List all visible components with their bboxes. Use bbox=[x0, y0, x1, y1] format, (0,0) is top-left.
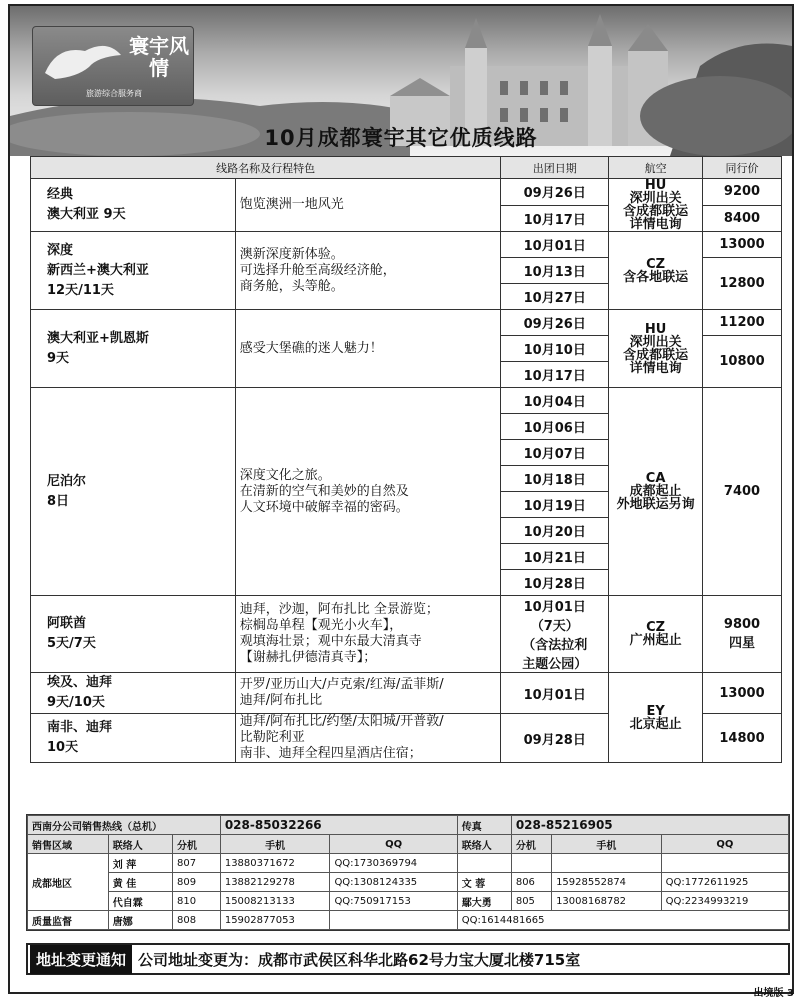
route-feature: 澳新深度新体验。 可选择升舱至高级经济舱， 商务舱，头等舱。 bbox=[235, 232, 501, 310]
contact-name: 鄢大勇 bbox=[457, 892, 511, 911]
contact-ext: 810 bbox=[173, 892, 221, 911]
header-airline: 航空 bbox=[609, 157, 703, 179]
quality-empty bbox=[330, 911, 457, 930]
contact-header: 手机 bbox=[552, 835, 662, 854]
departure-date: 10月10日 bbox=[501, 336, 609, 362]
contact-header: 分机 bbox=[511, 835, 551, 854]
route-name: 埃及、迪拜 9天/10天 bbox=[31, 673, 236, 714]
departure-date: 10月17日 bbox=[501, 362, 609, 388]
route-row bbox=[31, 179, 782, 206]
header-price: 同行价 bbox=[703, 157, 782, 179]
departure-date: 10月17日 bbox=[501, 205, 609, 232]
contact-header: QQ bbox=[661, 835, 788, 854]
header-date: 出团日期 bbox=[501, 157, 609, 179]
sales-region: 成都地区 bbox=[28, 854, 109, 911]
logo-brand: 寰宇风情 bbox=[129, 34, 189, 80]
hotline-label: 西南分公司销售热线（总机） bbox=[28, 816, 221, 835]
price-value: 13000 bbox=[703, 673, 782, 714]
contact-qq: QQ:2234993219 bbox=[661, 892, 788, 911]
airline-info: HU 深圳出关 含成都联运 详情电询 bbox=[609, 310, 703, 388]
address-notice bbox=[26, 943, 790, 975]
contact-qq: QQ:750917153 bbox=[330, 892, 457, 911]
route-feature: 迪拜，沙迦，阿布扎比 全景游览； 棕榈岛单程【观光小火车】， 观填海壮景；观中东最大清真寺 【谢赫扎伊德清真寺】； bbox=[235, 596, 501, 673]
route-feature: 感受大堡礁的迷人魅力！ bbox=[235, 310, 501, 388]
price-value: 9800 四星 bbox=[703, 596, 782, 673]
price-value: 14800 bbox=[703, 714, 782, 763]
route-name: 南非、迪拜 10天 bbox=[31, 714, 236, 763]
route-row bbox=[31, 388, 782, 414]
airline-info: HU 深圳出关 含成都联运 详情电询 bbox=[609, 179, 703, 232]
contact-header: 分机 bbox=[173, 835, 221, 854]
quality-row bbox=[28, 911, 789, 930]
contact-header: 联络人 bbox=[108, 835, 172, 854]
route-name: 经典 澳大利亚 9天 bbox=[31, 179, 236, 232]
quality-ext: 808 bbox=[173, 911, 221, 930]
fax-label: 传真 bbox=[457, 816, 511, 835]
quality-qq: QQ:1614481665 bbox=[457, 911, 788, 930]
route-feature: 深度文化之旅。 在清新的空气和美妙的自然及 人文环境中破解幸福的密码。 bbox=[235, 388, 501, 596]
contact-row bbox=[28, 854, 789, 873]
quality-mobile: 15902877053 bbox=[220, 911, 330, 930]
airline-info: EY 北京起止 bbox=[609, 673, 703, 763]
contact-row bbox=[28, 892, 789, 911]
route-table bbox=[30, 156, 782, 763]
departure-date: 09月28日 bbox=[501, 714, 609, 763]
departure-date: 09月26日 bbox=[501, 179, 609, 206]
route-row bbox=[31, 232, 782, 258]
price-value: 13000 bbox=[703, 232, 782, 258]
departure-date: 10月01日 bbox=[501, 232, 609, 258]
departure-date: 10月06日 bbox=[501, 414, 609, 440]
route-feature: 开罗/亚历山大/卢克索/红海/孟菲斯/ 迪拜/阿布扎比 bbox=[235, 673, 501, 714]
contact-header: 销售区域 bbox=[28, 835, 109, 854]
route-row bbox=[31, 673, 782, 714]
castle-banner bbox=[10, 6, 792, 156]
contact-name: 黄 佳 bbox=[108, 873, 172, 892]
contact-ext: 806 bbox=[511, 873, 551, 892]
contact-row bbox=[28, 873, 789, 892]
contact-qq: QQ:1308124335 bbox=[330, 873, 457, 892]
page-footer: 出境版 3 bbox=[753, 988, 794, 999]
contact-header: 手机 bbox=[220, 835, 330, 854]
departure-date: 10月07日 bbox=[501, 440, 609, 466]
departure-date: 10月21日 bbox=[501, 544, 609, 570]
contact-header-row bbox=[28, 835, 789, 854]
contact-mobile: 15928552874 bbox=[552, 873, 662, 892]
contact-panel bbox=[26, 814, 790, 931]
hotline-row bbox=[28, 816, 789, 835]
contact-mobile: 13880371672 bbox=[220, 854, 330, 873]
contact-qq: QQ:1730369794 bbox=[330, 854, 457, 873]
header-route: 线路名称及行程特色 bbox=[31, 157, 501, 179]
horse-logo-icon bbox=[37, 33, 127, 93]
price-value: 10800 bbox=[703, 336, 782, 388]
departure-date: 10月20日 bbox=[501, 518, 609, 544]
contact-name: 代自霖 bbox=[108, 892, 172, 911]
departure-date: 10月19日 bbox=[501, 492, 609, 518]
contact-header: QQ bbox=[330, 835, 457, 854]
departure-date: 10月18日 bbox=[501, 466, 609, 492]
route-row bbox=[31, 310, 782, 336]
route-table-header bbox=[31, 157, 782, 179]
departure-date: 09月26日 bbox=[501, 310, 609, 336]
company-logo bbox=[32, 26, 194, 106]
quality-label: 质量监督 bbox=[28, 911, 109, 930]
contact-name: 文 蓉 bbox=[457, 873, 511, 892]
notice-text: 公司地址变更为：成都市武侯区科华北路62号力宝大厦北楼715室 bbox=[138, 950, 581, 969]
price-value: 8400 bbox=[703, 205, 782, 232]
page-title: 10月成都寰宇其它优质线路 bbox=[264, 126, 538, 150]
contact-mobile bbox=[552, 854, 662, 873]
route-name: 深度 新西兰+澳大利亚 12天/11天 bbox=[31, 232, 236, 310]
departure-date: 10月01日 bbox=[501, 673, 609, 714]
notice-label: 地址变更通知 bbox=[30, 945, 132, 974]
contact-mobile: 13008168782 bbox=[552, 892, 662, 911]
contact-mobile: 13882129278 bbox=[220, 873, 330, 892]
contact-name bbox=[457, 854, 511, 873]
route-feature: 饱览澳洲一地风光 bbox=[235, 179, 501, 232]
hotline-number: 028-85032266 bbox=[220, 816, 457, 835]
departure-date: 10月01日 （7天） （含法拉利 主题公园） bbox=[501, 596, 609, 673]
contact-qq: QQ:1772611925 bbox=[661, 873, 788, 892]
contact-ext bbox=[511, 854, 551, 873]
route-name: 澳大利亚+凯恩斯 9天 bbox=[31, 310, 236, 388]
airline-info: CA 成都起止 外地联运另询 bbox=[609, 388, 703, 596]
departure-date: 10月27日 bbox=[501, 284, 609, 310]
quality-name: 唐娜 bbox=[108, 911, 172, 930]
airline-info: CZ 广州起止 bbox=[609, 596, 703, 673]
route-name: 尼泊尔 8日 bbox=[31, 388, 236, 596]
contact-mobile: 15008213133 bbox=[220, 892, 330, 911]
contact-name: 刘 萍 bbox=[108, 854, 172, 873]
contact-ext: 809 bbox=[173, 873, 221, 892]
departure-date: 10月04日 bbox=[501, 388, 609, 414]
route-name: 阿联酋 5天/7天 bbox=[31, 596, 236, 673]
airline-info: CZ 含各地联运 bbox=[609, 232, 703, 310]
departure-date: 10月28日 bbox=[501, 570, 609, 596]
contact-header: 联络人 bbox=[457, 835, 511, 854]
contact-ext: 807 bbox=[173, 854, 221, 873]
newspaper-page bbox=[8, 4, 794, 994]
contact-qq bbox=[661, 854, 788, 873]
contact-ext: 805 bbox=[511, 892, 551, 911]
route-feature: 迪拜/阿布扎比/约堡/太阳城/开普敦/ 比勒陀利亚 南非、迪拜全程四星酒店住宿； bbox=[235, 714, 501, 763]
price-value: 12800 bbox=[703, 258, 782, 310]
logo-subtitle: 旅游综合服务商 bbox=[86, 89, 142, 98]
departure-date: 10月13日 bbox=[501, 258, 609, 284]
route-row bbox=[31, 596, 782, 673]
fax-number: 028-85216905 bbox=[511, 816, 788, 835]
price-value: 9200 bbox=[703, 179, 782, 206]
price-value: 7400 bbox=[703, 388, 782, 596]
price-value: 11200 bbox=[703, 310, 782, 336]
